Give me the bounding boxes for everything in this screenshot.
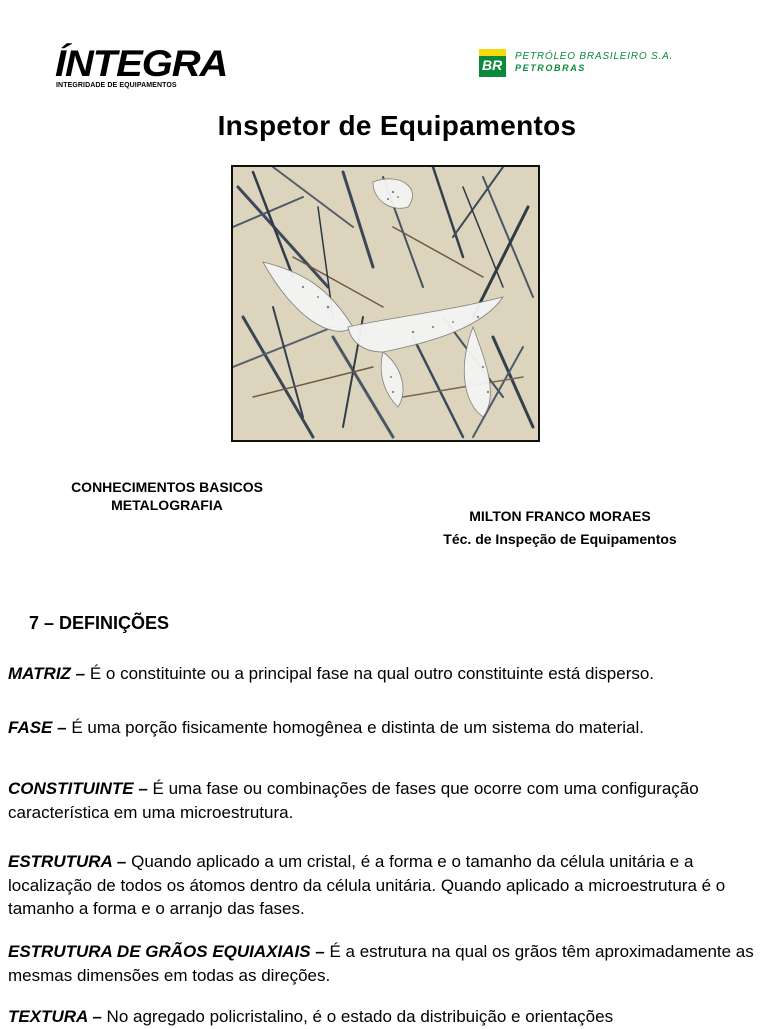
definition-textura xyxy=(8,1005,760,1029)
integra-logo xyxy=(55,43,228,92)
definition-term: FASE – xyxy=(8,718,67,737)
integra-subtitle: INTEGRIDADE DE EQUIPAMENTOS xyxy=(56,82,177,89)
petrobras-brand-name: PETROBRAS xyxy=(515,63,586,73)
subject-line-2: METALOGRAFIA xyxy=(111,497,223,513)
subject-line-1: CONHECIMENTOS BASICOS xyxy=(71,479,263,495)
petrobras-logo xyxy=(479,49,679,79)
definition-term: MATRIZ – xyxy=(8,664,86,683)
petrobras-company-name: PETRÓLEO BRASILEIRO S.A. xyxy=(515,51,674,62)
definition-fase xyxy=(8,716,760,740)
definition-term: ESTRUTURA DE GRÃOS EQUIAXIAIS – xyxy=(8,942,325,961)
definition-term: TEXTURA – xyxy=(8,1007,102,1026)
definition-text: É uma fase ou combinações de fases que ocorre com uma configuração característica em uma microestrutura. xyxy=(8,779,699,822)
definition-constituinte xyxy=(8,777,760,824)
definition-matriz xyxy=(8,662,760,686)
author-name: MILTON FRANCO MORAES xyxy=(469,508,651,524)
section-heading: 7 – DEFINIÇÕES xyxy=(29,613,170,633)
definition-text: É o constituinte ou a principal fase na qual outro constituinte está disperso. xyxy=(85,664,655,683)
page-title: Inspetor de Equipamentos xyxy=(217,110,577,141)
definition-term: CONSTITUINTE – xyxy=(8,779,148,798)
br-logo-icon xyxy=(479,49,506,77)
author-role: Téc. de Inspeção de Equipamentos xyxy=(443,531,677,547)
definition-graos-equiaxiais xyxy=(8,940,760,987)
definition-text: É uma porção fisicamente homogênea e distinta de um sistema do material. xyxy=(66,718,644,737)
definition-text: É a estrutura na qual os grãos têm aproximadamente as mesmas dimensões em todas as direções. xyxy=(8,942,754,985)
integra-wordmark: ÍNTEGRA xyxy=(55,43,228,84)
definition-text: No agregado policristalino, é o estado da distribuição e orientações xyxy=(101,1007,614,1026)
definition-estrutura xyxy=(8,850,760,921)
definition-text: Quando aplicado a um cristal, é a forma e o tamanho da célula unitária e a localização de todos os átomos dentro da célula unitária. Quando aplicado a microestrutura é o tamanho a forma e o arranjo das fases. xyxy=(8,852,726,918)
definition-term: ESTRUTURA – xyxy=(8,852,127,871)
br-mark: BR xyxy=(482,57,503,73)
micrograph-image xyxy=(231,165,540,442)
